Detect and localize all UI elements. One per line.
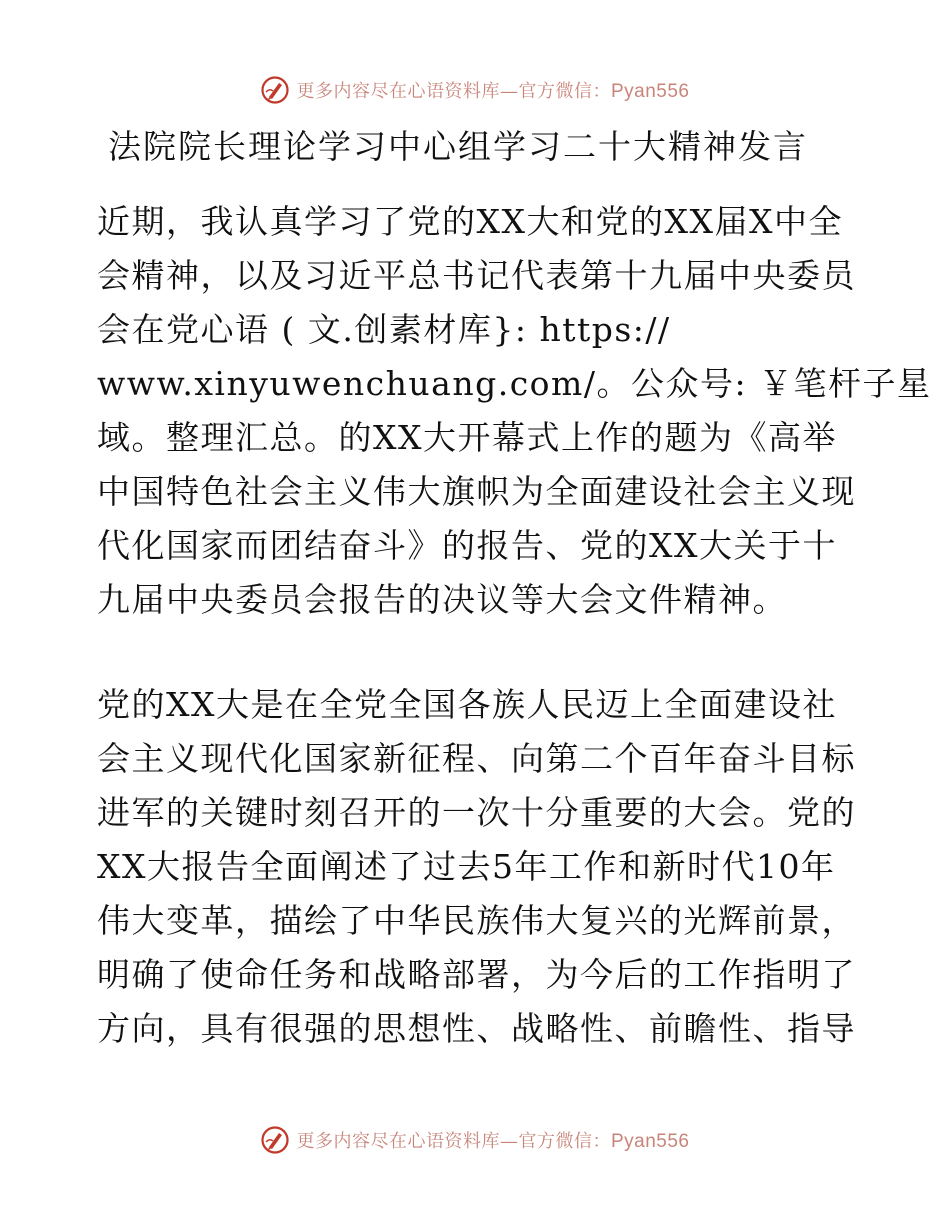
paragraph-line: 近期，我认真学习了党的XX大和党的XX届X中全: [97, 202, 843, 241]
paragraph-line: 九届中央委员会报告的决议等大会文件精神。: [97, 580, 787, 619]
paragraph-line: 方向，具有很强的思想性、战略性、前瞻性、指导: [97, 1009, 856, 1048]
paragraph-line: 党的XX大是在全党全国各族人民迈上全面建设社: [97, 685, 837, 724]
wechat-id: Pyan556: [610, 81, 690, 102]
paragraph-2: [97, 678, 867, 1056]
pen-logo-icon: [260, 75, 290, 105]
wechat-id: Pyan556: [610, 1131, 690, 1152]
paragraph-line: 域。整理汇总。的XX大开幕式上作的题为《高举: [97, 418, 837, 457]
paragraph-line: 进军的关键时刻召开的一次十分重要的大会。党的: [97, 793, 856, 832]
paragraph-line: 会主义现代化国家新征程、向第二个百年奋斗目标: [97, 739, 856, 778]
paragraph-line: 伟大变革，描绘了中华民族伟大复兴的光辉前景，: [97, 901, 856, 940]
paragraph-1: [97, 195, 932, 627]
pen-logo-icon: [260, 1125, 290, 1155]
watermark-text: 更多内容尽在心语资料库—官方微信：Pyan556: [296, 81, 690, 102]
watermark-banner-top: [0, 70, 950, 110]
paragraph-line: www.xinyuwenchuang.com/。公众号: ￥笔杆子星: [97, 364, 932, 403]
document-title: 法院院长理论学习中心组学习二十大精神发言: [108, 127, 808, 166]
paragraph-line: 会精神，以及习近平总书记代表第十九届中央委员: [97, 256, 856, 295]
paragraph-line: 会在党心语 ( 文.创素材库}: https://: [97, 310, 671, 349]
watermark-banner-bottom: [0, 1120, 950, 1160]
paragraph-line: 中国特色社会主义伟大旗帜为全面建设社会主义现: [97, 472, 856, 511]
paragraph-line: 代化国家而团结奋斗》的报告、党的XX大关于十: [97, 526, 837, 565]
paragraph-line: XX大报告全面阐述了过去5年工作和新时代10年: [97, 847, 836, 886]
watermark-text: 更多内容尽在心语资料库—官方微信：Pyan556: [296, 1131, 690, 1152]
paragraph-line: 明确了使命任务和战略部署，为今后的工作指明了: [97, 955, 856, 994]
